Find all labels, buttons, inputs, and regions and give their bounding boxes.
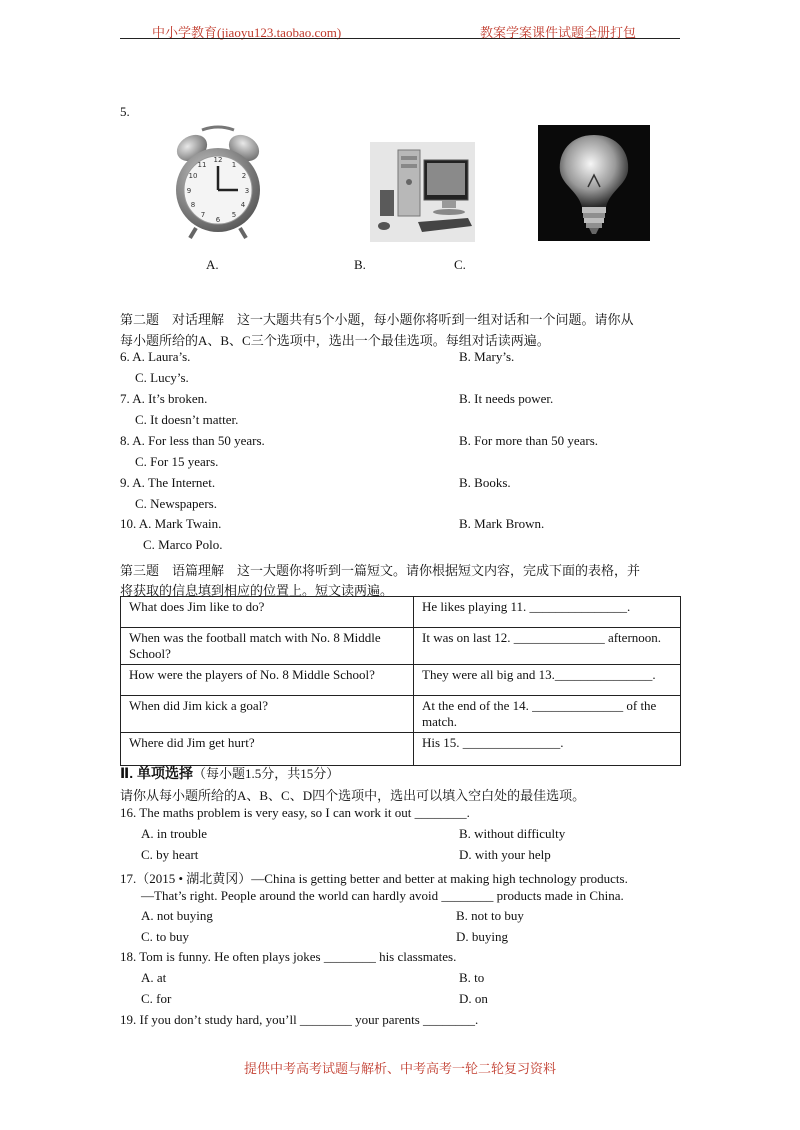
table-answer: His 15. _______________. xyxy=(414,733,681,766)
table-question: Where did Jim get hurt? xyxy=(121,733,414,766)
section2-intro-line2: 每小题所给的A、B、C三个选项中，选出一个最佳选项。每组对话读两遍。 xyxy=(120,333,550,348)
q6-option-b: B. Mary’s. xyxy=(459,349,515,364)
q16-option-a: A. in trouble xyxy=(141,826,208,841)
svg-text:12: 12 xyxy=(213,156,223,164)
svg-text:5: 5 xyxy=(231,211,237,219)
q10-option-b: B. Mark Brown. xyxy=(459,516,545,531)
q7-option-b: B. It needs power. xyxy=(459,391,554,406)
table-answer: They were all big and 13._______________. xyxy=(414,665,681,696)
q8-option-c: C. For 15 years. xyxy=(135,454,219,469)
q6-option-a: 6. A. Laura’s. xyxy=(120,349,191,364)
part2-score: （每小题1.5分，共15分） xyxy=(193,766,340,781)
table-answer: He likes playing 11. _______________. xyxy=(414,597,681,628)
alarm-clock-image xyxy=(172,124,264,242)
svg-text:10: 10 xyxy=(188,172,198,180)
table-answer: It was on last 12. ______________ afternoon. xyxy=(414,628,681,665)
svg-text:3: 3 xyxy=(244,187,250,195)
table-question: How were the players of No. 8 Middle School? xyxy=(121,665,414,696)
q17-option-c: C. to buy xyxy=(141,929,190,944)
svg-text:2: 2 xyxy=(241,172,247,180)
section3-intro-line2: 将获取的信息填到相应的位置上。短文读两遍。 xyxy=(120,583,394,598)
q10-option-a: 10. A. Mark Twain. xyxy=(120,516,222,531)
svg-text:8: 8 xyxy=(190,201,196,209)
q8-option-b: B. For more than 50 years. xyxy=(459,433,599,448)
q19-stem: 19. If you don’t study hard, you’ll ________ your parents ________. xyxy=(120,1012,479,1027)
table-row xyxy=(121,665,681,696)
header-left: 中小学教育(jiaoyu123.taobao.com) xyxy=(152,25,342,40)
section3-intro-line1: 第三题 语篇理解 这一大题你将听到一篇短文。请你根据短文内容，完成下面的表格，并 xyxy=(120,563,641,578)
q18-option-b: B. to xyxy=(459,970,485,985)
svg-text:4: 4 xyxy=(240,201,246,209)
q9-option-a: 9. A. The Internet. xyxy=(120,475,216,490)
computer-image xyxy=(370,142,475,242)
table-row xyxy=(121,597,681,628)
light-bulb-image xyxy=(538,125,650,241)
q5-option-b: B. xyxy=(354,257,366,272)
q17-stem-2: —That’s right. People around the world can hardly avoid ________ products made in China. xyxy=(141,888,624,903)
svg-text:7: 7 xyxy=(200,211,206,219)
part2-intro: 请你从每小题所给的A、B、C、D四个选项中，选出可以填入空白处的最佳选项。 xyxy=(120,788,586,803)
header-right: 教案学案课件试题全册打包 xyxy=(480,25,637,40)
listening-table xyxy=(120,596,681,766)
q17-option-b: B. not to buy xyxy=(456,908,524,923)
header-rule xyxy=(120,38,680,39)
q16-option-c: C. by heart xyxy=(141,847,199,862)
table-question: What does Jim like to do? xyxy=(121,597,414,628)
table-row xyxy=(121,628,681,665)
q5-number: 5. xyxy=(120,104,130,119)
q7-option-c: C. It doesn’t matter. xyxy=(135,412,239,427)
q16-option-b: B. without difficulty xyxy=(459,826,566,841)
q8-option-a: 8. A. For less than 50 years. xyxy=(120,433,265,448)
q10-option-c: C. Marco Polo. xyxy=(143,537,223,552)
q5-option-a: A. xyxy=(206,257,219,272)
footer: 提供中考高考试题与解析、中考高考一轮二轮复习资料 xyxy=(243,1061,556,1076)
q7-option-a: 7. A. It’s broken. xyxy=(120,391,208,406)
svg-text:11: 11 xyxy=(197,161,207,169)
q17-stem: 17.（2015 • 湖北黄冈）—China is getting better and better at making high technology products. xyxy=(120,871,628,886)
q18-option-d: D. on xyxy=(459,991,488,1006)
q6-option-c: C. Lucy’s. xyxy=(135,370,189,385)
q17-option-a: A. not buying xyxy=(141,908,213,923)
q18-stem: 18. Tom is funny. He often plays jokes ________ his classmates. xyxy=(120,949,457,964)
table-question: When was the football match with No. 8 Middle School? xyxy=(121,628,414,665)
part2-title: Ⅱ. 单项选择 xyxy=(120,765,194,781)
table-answer: At the end of the 14. ______________ of the match. xyxy=(414,696,681,733)
q17-option-d: D. buying xyxy=(456,929,508,944)
svg-text:6: 6 xyxy=(215,216,221,224)
q18-option-a: A. at xyxy=(141,970,167,985)
table-row xyxy=(121,696,681,733)
q9-option-c: C. Newspapers. xyxy=(135,496,217,511)
q9-option-b: B. Books. xyxy=(459,475,511,490)
table-question: When did Jim kick a goal? xyxy=(121,696,414,733)
section2-intro-line1: 第二题 对话理解 这一大题共有5个小题，每小题你将听到一组对话和一个问题。请你从 xyxy=(120,312,634,327)
q16-stem: 16. The maths problem is very easy, so I can work it out ________. xyxy=(120,805,470,820)
part2-heading xyxy=(120,763,339,783)
q18-option-c: C. for xyxy=(141,991,172,1006)
svg-text:1: 1 xyxy=(231,161,237,169)
q5-option-c: C. xyxy=(454,257,466,272)
table-row xyxy=(121,733,681,766)
q16-option-d: D. with your help xyxy=(459,847,551,862)
svg-text:9: 9 xyxy=(186,187,192,195)
